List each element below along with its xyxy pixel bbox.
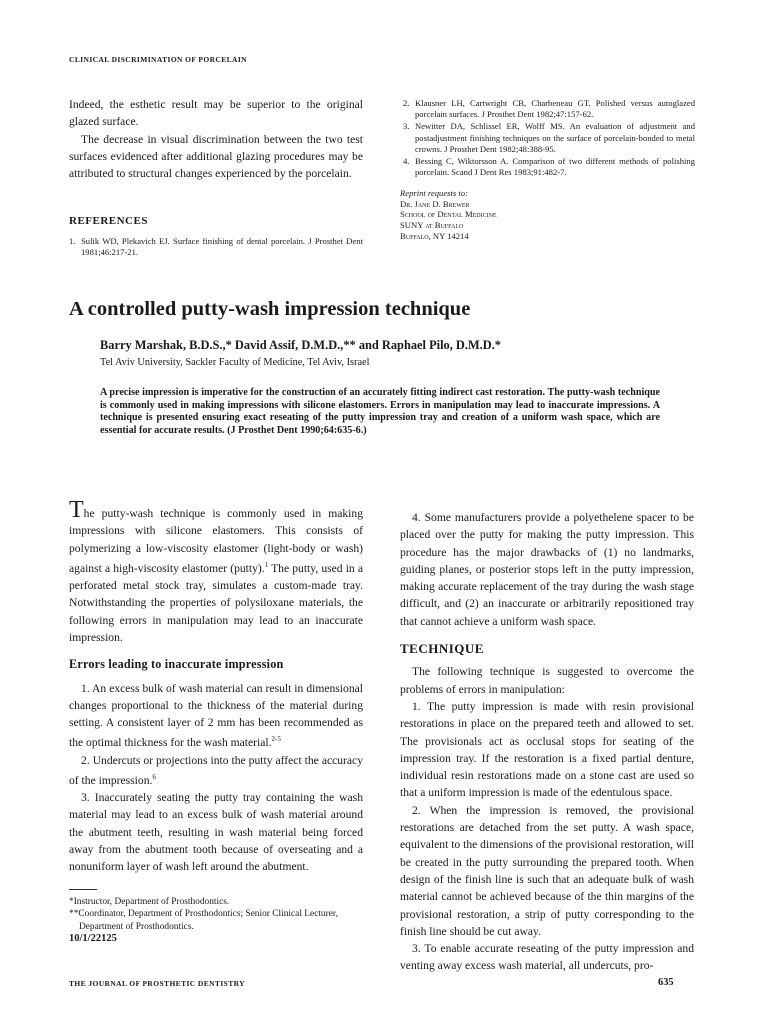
reprint-line: Dr. Jane D. Brewer	[400, 198, 470, 209]
intro-paragraph: The putty-wash technique is commonly used in making impressions with silicone elastomers. This consists of polymerizing a low-viscosity elastomer (light-body or wash) against a high-viscosity elastomer (putty).$^1$ The putty, used in a perforated metal stock tray, simulates a custom-made tray. Notwithstanding the properties of polysiloxane materials, the following errors in manipulation may lead to an inaccurate impression.	[69, 497, 363, 644]
reference-text: Bessing C, Wiktorsson A. Comparison of two different methods of polishing porcelain. Scand J Dent Res 1983;91:482-7.	[415, 156, 695, 178]
page-number: 635	[658, 977, 674, 988]
footnotes	[69, 896, 363, 946]
article-affiliation: Tel Aviv University, Sackler Faculty of Medicine, Tel Aviv, Israel	[100, 357, 370, 368]
technique-heading: TECHNIQUE	[400, 641, 484, 657]
references-heading: REFERENCES	[69, 215, 148, 227]
reference-text: Newitter DA, Schlissel ER, Wolff MS. An evaluation of adjustment and postadjustment finishing techniques on the surface of porcelain-bonded to metal crowns. J Prosthet Dent 1982;48:388-95.	[415, 121, 695, 155]
technique-step-3: 3. To enable accurate reseating of the putty impression and venting away excess wash material, all undercuts, pro-	[400, 942, 694, 973]
technique-step-2: 2. When the impression is removed, the provisional restorations are detached from the set putty. A wash space, equivalent to the dimensions of the provisional restoration, will be created in the putty surrounding the prepared tooth. When design of the finish line is such that an adequate bulk of wash material cannot be achieved because of the thin margins of the provisional restoration, a strip of putty corresponding to the finish line should be cut away.	[400, 803, 694, 938]
footnote: *Instructor, Department of Prosthodontics.	[69, 897, 230, 907]
drop-cap: T	[69, 497, 84, 523]
reference-item	[403, 121, 695, 155]
reference-text: Klausner LH, Cartwright CB, Charbeneau GT. Polished versus autoglazed porcelain surfaces. J Prosthet Dent 1982;47:157-62.	[415, 98, 695, 120]
concluding-paragraph-2: The decrease in visual discrimination between the two test surfaces evidenced after additional glazing procedures may be attributed to structural changes experienced by the porcelain.	[69, 132, 363, 181]
reference-number: 2.	[403, 98, 410, 108]
reference-item	[69, 236, 363, 259]
running-head: CLINICAL DISCRIMINATION OF PORCELAIN	[69, 55, 247, 64]
top-left-column	[69, 96, 363, 182]
technique-intro: The following technique is suggested to overcome the problems of errors in manipulation:	[400, 665, 694, 696]
reference-list-left	[69, 236, 363, 259]
reference-number: 4.	[403, 156, 410, 167]
reference-list-right	[403, 98, 695, 179]
reprint-line: Buffalo, NY 14214	[400, 230, 469, 241]
footnote-rule	[69, 889, 97, 890]
error-item-4: 4. Some manufacturers provide a polyethelene spacer to be placed over the putty for making the putty impression. This procedure has the major drawbacks of (1) no landmarks, guiding planes, or posterior stops left in the putty impression, making accurate replacement of the tray during the wash stage difficult, and (2) an inaccurate or arbitrarily repositioned tray that cannot achieve a uniform wash space.	[400, 511, 694, 628]
error-item-3: 3. Inaccurately seating the putty tray containing the wash material may lead to an excess bulk of wash material around the abutment teeth, resulting in wash material being forced away from the abutment tooth because of overseating and a nonuniform layer of wash left around the abutment.	[69, 791, 363, 874]
article-title: A controlled putty-wash impression technique	[69, 298, 471, 320]
reference-number: 3.	[403, 121, 410, 132]
article-abstract: A precise impression is imperative for the construction of an accurately fitting indirect cast restoration. The putty-wash technique is commonly used in making impressions with silicone elastomers. Errors in manipulation may lead to inaccurate impressions. A technique is presented ensuring exact reseating of the putty impression tray and creation of a uniform wash space, which are essential for accurate results. (J Prosthet Dent 1990;64:635-6.)	[100, 387, 660, 436]
article-authors: Barry Marshak, B.D.S.,* David Assif, D.M.D.,** and Raphael Pilo, D.M.D.*	[100, 338, 501, 352]
errors-heading: Errors leading to inaccurate impression	[69, 657, 284, 672]
manuscript-code: 10/1/22125	[69, 933, 117, 945]
body-left-column	[69, 497, 363, 876]
body-right-column	[400, 509, 694, 975]
footnote: **Coordinator, Department of Prosthodontics; Senior Clinical Lecturer, Department of Prosthodontics.	[69, 909, 338, 932]
technique-step-1: 1. The putty impression is made with resin provisional restorations in place on the prepared teeth and allowed to set. The provisionals act as occlusal stops for seating of the impression tray. If the restoration is a fixed partial denture, individual resin restorations made on a stone cast are used so that a uniform impression is made of the edentulous space.	[400, 699, 694, 800]
reference-item	[403, 98, 695, 121]
reprint-label: Reprint requests to:	[400, 188, 468, 198]
journal-name: THE JOURNAL OF PROSTHETIC DENTISTRY	[69, 979, 245, 988]
reference-number: 1.	[69, 236, 76, 246]
reference-item	[403, 156, 695, 179]
error-item-2: 2. Undercuts or projections into the putty affect the accuracy of the impression.$^6$	[69, 753, 363, 787]
concluding-paragraph-1: Indeed, the esthetic result may be superior to the original glazed surface.	[69, 98, 363, 129]
error-item-1: 1. An excess bulk of wash material can result in dimensional changes proportional to the thickness of the material during setting. A consistent layer of 2 mm has been recommended as the optimal thickness for the wash material.$^{2-5}$	[69, 681, 363, 750]
reprint-line: SUNY at Buffalo	[400, 220, 464, 231]
reprint-block	[400, 188, 692, 242]
reprint-line: School of Dental Medicine	[400, 209, 497, 220]
reference-text: Sulik WD, Plekavich EJ. Surface finishing of dental porcelain. J Prosthet Dent 1981;46:217-21.	[81, 236, 363, 258]
